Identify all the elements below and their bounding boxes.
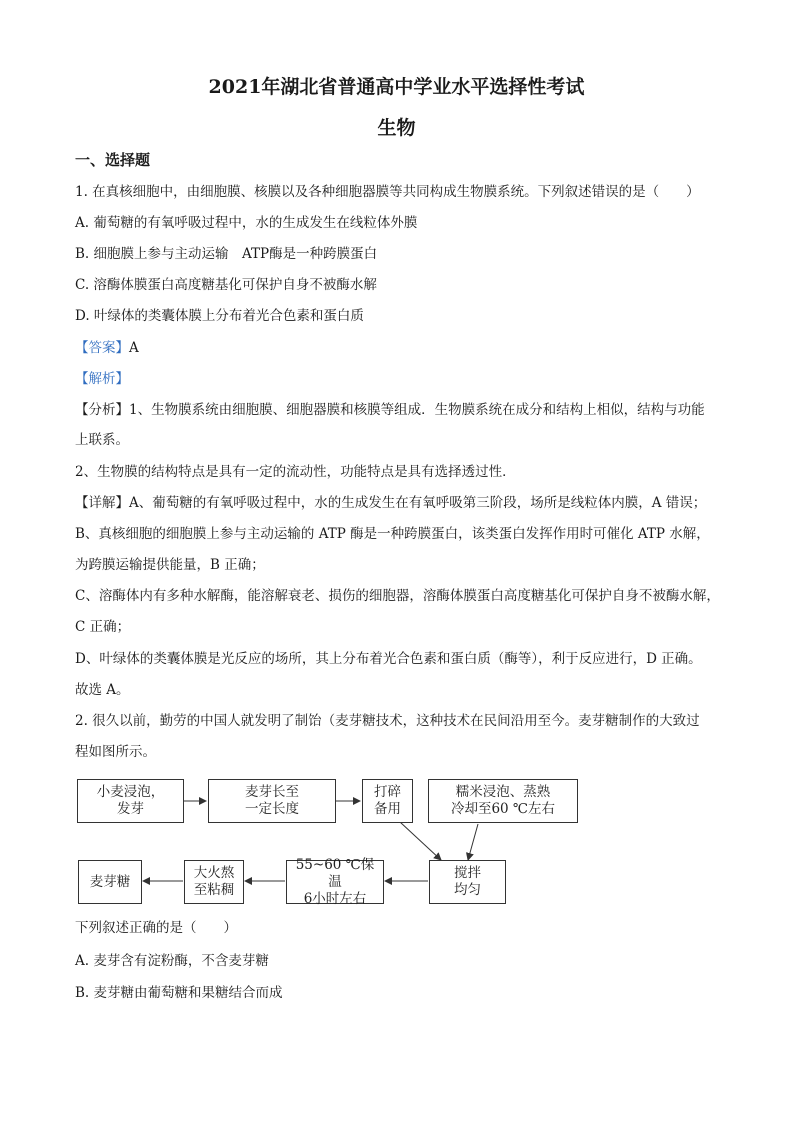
q2-question: 下列叙述正确的是（ ） xyxy=(75,920,237,936)
q1-option-a: A. 葡萄糖的有氧呼吸过程中，水的生成发生在线粒体外膜 xyxy=(75,215,418,231)
arrow-4-5 xyxy=(468,824,478,860)
analysis-line: C、溶酶体内有多种水解酶，能溶解衰老、损伤的细胞器，溶酶体膜蛋白高度糖基化可保护自身不被酶水解， xyxy=(75,588,720,604)
box-text: 打碎 xyxy=(374,784,401,800)
box-text: 冷却至60 ℃左右 xyxy=(450,801,556,817)
analysis-line: B、真核细胞的细胞膜上参与主动运输的 ATP 酶是一种跨膜蛋白，该类蛋白发挥作用时可催化 ATP 水解， xyxy=(75,526,710,542)
box-text: 一定长度 xyxy=(245,801,299,817)
box-text: 小麦浸泡， xyxy=(96,784,165,800)
section-heading: 一、选择题 xyxy=(75,151,151,169)
box-text: 麦芽长至 xyxy=(245,784,299,800)
analysis-line: 【分析】1、生物膜系统由细胞膜、细胞器膜和核膜等组成．生物膜系统在成分和结构上相似，结构与功能 xyxy=(75,402,705,418)
box-text: 备用 xyxy=(374,801,401,817)
box-text: 至粘稠 xyxy=(193,882,235,898)
analysis-line: 【详解】A、葡萄糖的有氧呼吸过程中，水的生成发生在有氧呼吸第三阶段，场所是线粒体内膜，A 错误； xyxy=(75,495,707,511)
box-text: 麦芽糖 xyxy=(89,873,131,890)
analysis-line: 2、生物膜的结构特点是具有一定的流动性，功能特点是具有选择透过性． xyxy=(75,464,516,480)
flow-step-malt-grow xyxy=(208,779,336,823)
q2-stem: 2. 很久以前，勤劳的中国人就发明了制饴（麦芽糖技术，这种技术在民间沿用至今。麦芽糖制作的大致过 xyxy=(75,713,700,729)
q2-option-a: A. 麦芽含有淀粉酶，不含麦芽糖 xyxy=(75,953,269,969)
q2-option-b: B. 麦芽糖由葡萄糖和果糖结合而成 xyxy=(75,985,283,1001)
flow-step-incubate xyxy=(286,856,384,907)
exam-title: 2021年湖北省普通高中学业水平选择性考试 xyxy=(208,76,585,98)
analysis-line: 上联系。 xyxy=(75,432,129,448)
box-text: 均匀 xyxy=(454,882,481,898)
analysis-line: 为跨膜运输提供能量，B 正确； xyxy=(75,557,265,573)
flow-step-crush xyxy=(362,779,413,823)
box-text: 发芽 xyxy=(117,801,144,817)
q1-stem: 1. 在真核细胞中，由细胞膜、核膜以及各种细胞器膜等共同构成生物膜系统。下列叙述错误的是（ ） xyxy=(75,184,700,200)
analysis-line: D、叶绿体的类囊体膜是光反应的场所，其上分布着光合色素和蛋白质（酶等），利于反应进行，D 正确。 xyxy=(75,651,702,667)
analysis-line: 故选 A。 xyxy=(75,682,130,698)
q2-stem: 程如图所示。 xyxy=(75,744,156,760)
flow-step-stir xyxy=(429,860,506,904)
box-text: 6小时左右 xyxy=(303,890,367,907)
box-text: 55~60 ℃保温 xyxy=(295,856,375,890)
flow-step-glutinous-rice xyxy=(428,779,578,823)
box-text: 搅拌 xyxy=(454,865,481,881)
flow-step-maltose xyxy=(78,860,142,904)
subject-title: 生物 xyxy=(377,117,416,139)
analysis-label: 【解析】 xyxy=(75,371,129,387)
q1-option-d: D. 叶绿体的类囊体膜上分布着光合色素和蛋白质 xyxy=(75,308,364,324)
flow-step-soak-wheat xyxy=(77,779,184,823)
box-text: 大火熬 xyxy=(193,865,235,881)
answer-label: 【答案】 xyxy=(75,340,129,356)
analysis-line: C 正确； xyxy=(75,619,131,635)
q1-option-c: C. 溶酶体膜蛋白高度糖基化可保护自身不被酶水解 xyxy=(75,277,377,293)
answer-value: A xyxy=(129,340,139,356)
box-text: 糯米浸泡、蒸熟 xyxy=(455,784,551,800)
flow-step-boil xyxy=(184,860,244,904)
arrow-3-5 xyxy=(400,822,441,860)
q1-option-b: B. 细胞膜上参与主动运输 ATP酶是一种跨膜蛋白 xyxy=(75,246,378,262)
